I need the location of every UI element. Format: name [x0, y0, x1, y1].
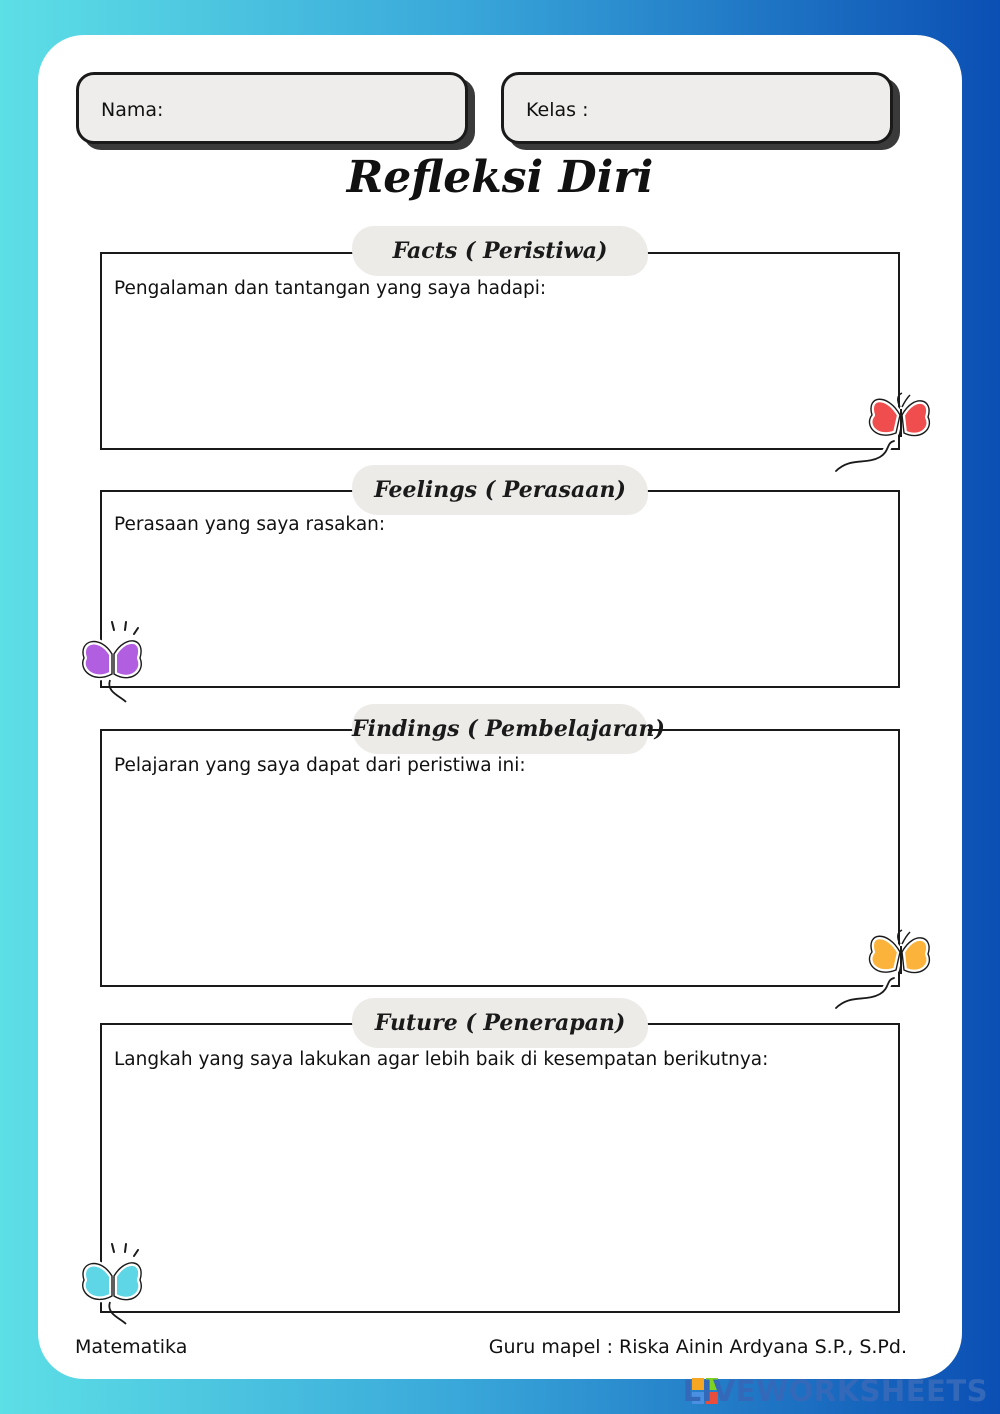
- purple-butterfly-icon: [76, 618, 156, 708]
- red-butterfly-icon: [828, 385, 938, 477]
- findings-prompt: Pelajaran yang saya dapat dari peristiwa ini:: [114, 755, 526, 776]
- future-answer-box[interactable]: [100, 1023, 900, 1313]
- name-label: Nama:: [101, 99, 164, 121]
- future-prompt: Langkah yang saya lakukan agar lebih baik di kesempatan berikutnya:: [114, 1049, 769, 1070]
- future-label: Future ( Penerapan): [352, 998, 648, 1048]
- subject-label: Matematika: [75, 1336, 188, 1358]
- facts-label: Facts ( Peristiwa): [352, 226, 648, 276]
- findings-label: Findings ( Pembelajaran): [352, 704, 648, 754]
- cyan-butterfly-icon: [76, 1240, 156, 1330]
- findings-answer-box[interactable]: [100, 729, 900, 987]
- class-label: Kelas :: [526, 99, 589, 121]
- orange-butterfly-icon: [828, 922, 938, 1014]
- facts-prompt: Pengalaman dan tantangan yang saya hadapi:: [114, 278, 547, 299]
- class-field[interactable]: [501, 72, 893, 144]
- liveworksheets-watermark[interactable]: LIVEWORKSHEETS: [682, 1374, 988, 1408]
- name-field[interactable]: [76, 72, 468, 144]
- feelings-label: Feelings ( Perasaan): [352, 465, 648, 515]
- facts-answer-box[interactable]: [100, 252, 900, 450]
- feelings-answer-box[interactable]: [100, 490, 900, 688]
- feelings-prompt: Perasaan yang saya rasakan:: [114, 514, 386, 535]
- teacher-label: Guru mapel : Riska Ainin Ardyana S.P., S.Pd.: [488, 1336, 907, 1358]
- page-title: Refleksi Diri: [346, 152, 654, 203]
